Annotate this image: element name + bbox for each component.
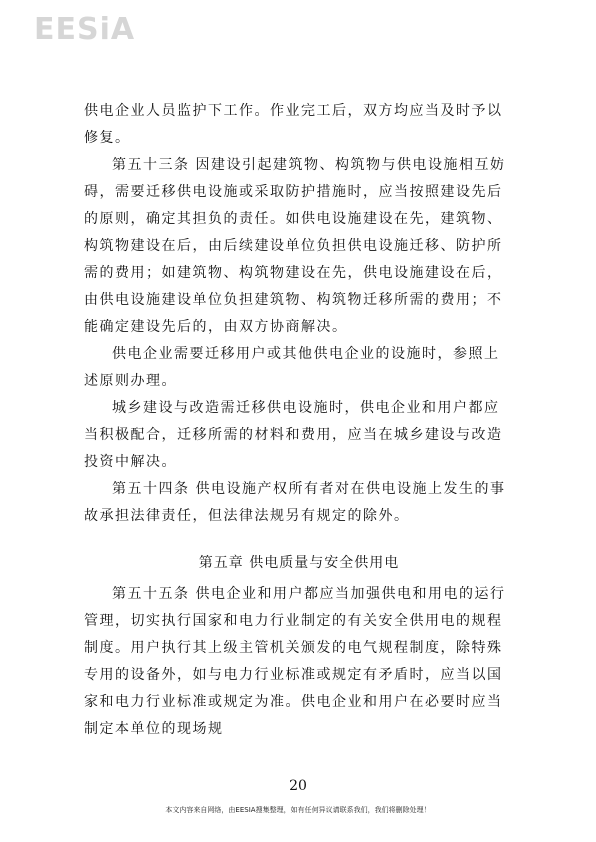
paragraph: 城乡建设与改造需迁移供电设施时，供电企业和用户都应当积极配合，迁移所需的材料和费用，应当在城乡建设与改造投资中解决。: [84, 400, 503, 470]
paragraph: 供电企业需要迁移用户或其他供电企业的设施时，参照上述原则办理。: [84, 346, 500, 389]
chapter-heading: 第五章 供电质量与安全供用电: [198, 555, 400, 571]
article-text: 因建设引起建筑物、构筑物与供电设施相互妨碍，需要迁移供电设施或采取防护措施时，应当按照建设先后的原则，确定其担负的责任。如供电设施建设在先，建筑物、构筑物建设在后，由后续建设单位负担供电设施迁移、防护所需的费用；如建筑物、构筑物建设在先，供电设施建设在后，由供电设施建设单位负担建筑物、构筑物迁移所需的费用；不能确定建设先后的，由双方协商解决。: [84, 157, 506, 335]
article-text: 供电设施产权所有者对在供电设施上发生的事故承担法律责任，但法律法规另有规定的除外。: [84, 481, 506, 524]
article-number: 第五十四条: [112, 481, 190, 497]
article-text: 供电企业和用户都应当加强供电和用电的运行管理，切实执行国家和电力行业制定的有关安全供用电的规程制度。用户执行其上级主管机关颁发的电气规程制度，除特殊专用的设备外，如与电力行业标准或规定有矛盾时，应当以国家和电力行业标准或规定为准。供电企业和用户在必要时应当制定本单位的现场规: [84, 586, 506, 737]
paragraph-continuation: 供电企业人员监护下工作。作业完工后，双方均应当及时予以修复。: [84, 103, 503, 146]
footer-disclaimer: 本文内容来自网络，由EESIA搜集整理，如有任何异议请联系我们，我们将删除处理！: [165, 806, 431, 814]
document-body: [84, 98, 514, 743]
eesia-logo: EESiA: [34, 12, 136, 47]
page-number: 20: [289, 778, 307, 794]
article-54: [84, 476, 514, 530]
article-55: [84, 581, 514, 743]
article-number: 第五十五条: [112, 586, 190, 602]
article-number: 第五十三条: [112, 157, 190, 173]
article-53: [84, 152, 514, 341]
